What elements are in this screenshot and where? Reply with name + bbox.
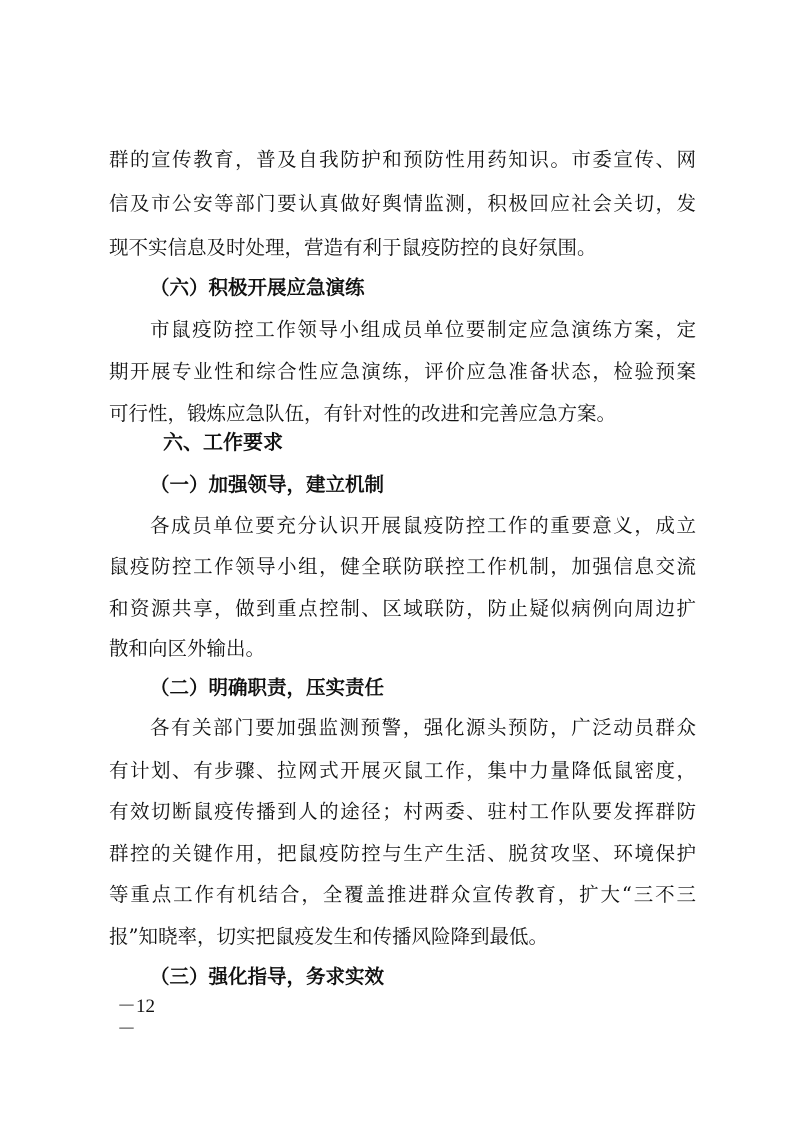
paragraph-line: 有计划、有步骤、拉网式开展灭鼠工作，集中力量降低鼠密度， xyxy=(109,759,696,782)
paragraph-line: 现不实信息及时处理，营造有利于鼠疫防控的良好氛围。 xyxy=(109,236,597,259)
paragraph-line: 期开展专业性和综合性应急演练，评价应急准备状态，检验预案 xyxy=(109,360,696,383)
paragraph-line: 鼠疫防控工作领导小组，健全联防联控工作机制，加强信息交流 xyxy=(109,555,696,578)
paragraph-line: 各成员单位要充分认识开展鼠疫防控工作的重要意义，成立 xyxy=(150,514,696,537)
page-number-dash: － xyxy=(117,1019,137,1040)
paragraph-line: 信及市公安等部门要认真做好舆情监测，积极回应社会关切，发 xyxy=(109,192,696,215)
paragraph-line: 和资源共享，做到重点控制、区域联防，防止疑似病例向周边扩 xyxy=(109,597,696,620)
section-heading: （六）积极开展应急演练 xyxy=(150,276,365,299)
paragraph-line: 各有关部门要加强监测预警，强化源头预防，广泛动员群众 xyxy=(150,716,696,739)
section-heading: （一）加强领导，建立机制 xyxy=(150,473,385,496)
paragraph-line: 有效切断鼠疫传播到人的途径；村两委、驻村工作队要发挥群防 xyxy=(109,800,696,823)
section-heading: （二）明确职责，压实责任 xyxy=(150,676,385,699)
paragraph-line: 市鼠疫防控工作领导小组成员单位要制定应急演练方案，定 xyxy=(150,318,696,341)
paragraph-line: 报”知晓率，切实把鼠疫发生和传播风险降到最低。 xyxy=(109,925,548,948)
paragraph-line: 散和向区外输出。 xyxy=(109,637,266,660)
paragraph-line: 群的宣传教育，普及自我防护和预防性用药知识。市委宣传、网 xyxy=(109,148,696,171)
page-number: －12 xyxy=(117,996,156,1017)
section-heading: （三）强化指导，务求实效 xyxy=(150,965,385,988)
chapter-heading: 六、工作要求 xyxy=(163,430,283,454)
paragraph-line: 群控的关键作用，把鼠疫防控与生产生活、脱贫攻坚、环境保护 xyxy=(109,842,696,865)
paragraph-line: 可行性，锻炼应急队伍，有针对性的改进和完善应急方案。 xyxy=(109,402,617,425)
paragraph-line: 等重点工作有机结合，全覆盖推进群众宣传教育，扩大“三不三 xyxy=(109,883,696,906)
